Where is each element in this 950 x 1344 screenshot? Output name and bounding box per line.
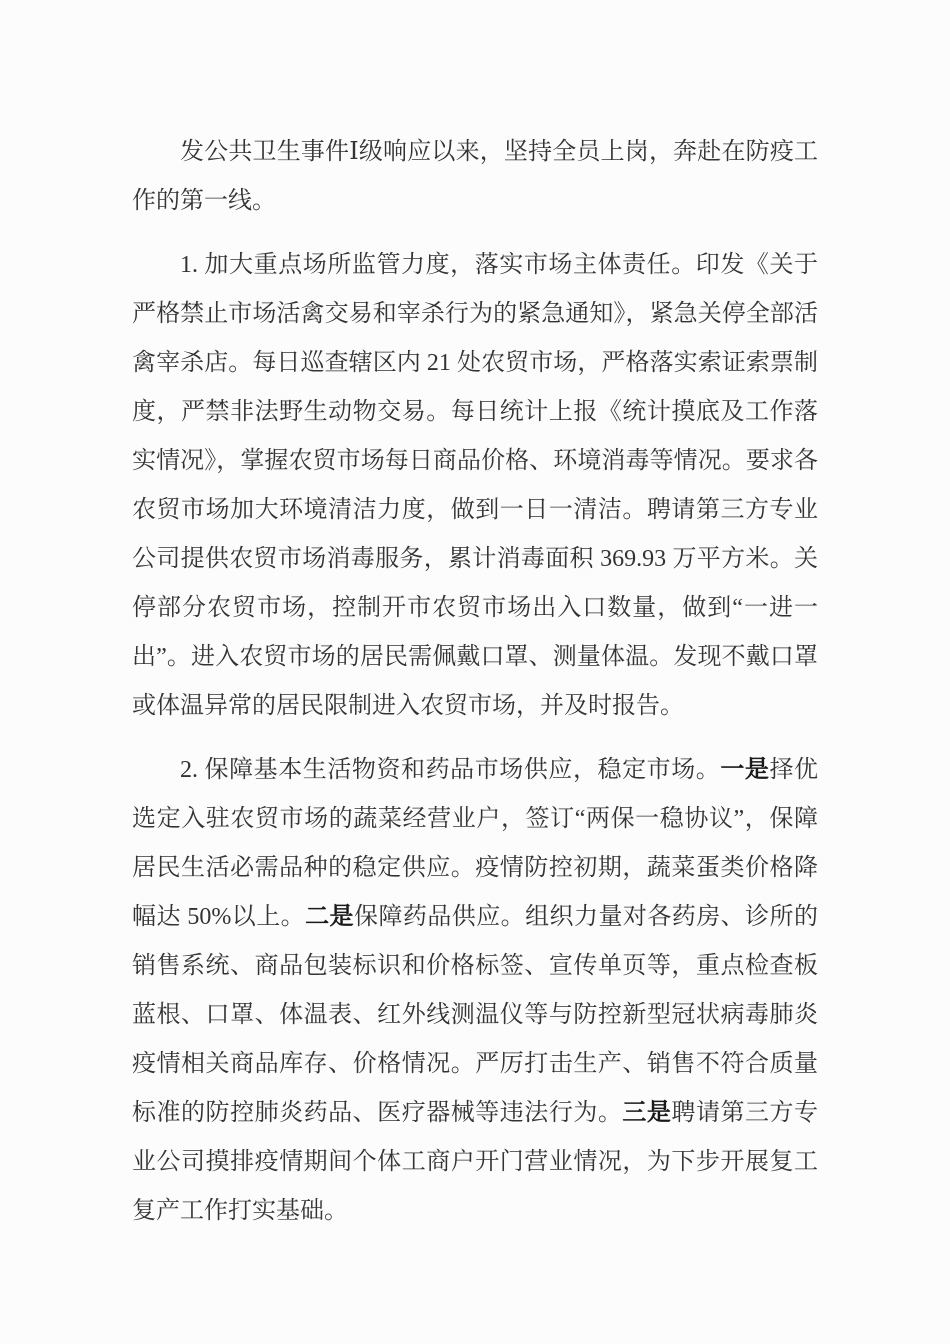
paragraph: [132, 746, 818, 1236]
text-run: 保障药品供应。组织力量对各药房、诊所的销售系统、商品包装标识和价格标签、宣传单页等，重点检查板蓝根、口罩、体温表、红外线测温仪等与防控新型冠状病毒肺炎疫情相关商品库存、价格情况。严厉打击生产、销售不符合质量标准的防控肺炎药品、医疗器械等违法行为。: [132, 904, 818, 1126]
text-run: 聘请第三方专业公司摸排疫情期间个体工商户开门营业情况，为下步开展复工复产工作打实基础。: [132, 1100, 819, 1224]
text-run: 发公共卫生事件Ⅰ级响应以来，坚持全员上岗，奔赴在防疫工作的第一线。: [132, 139, 818, 214]
emphasis-bold-run: 一是: [720, 757, 770, 783]
text-run: 择优选定入驻农贸市场的蔬菜经营业户，签订“两保一稳协议”，保障居民生活必需品种的稳定供应。疫情防控初期，蔬菜蛋类价格降幅达 50%以上。: [132, 757, 819, 930]
emphasis-bold-run: 三是: [622, 1100, 672, 1126]
text-run: 2. 保障基本生活物资和药品市场供应，稳定市场。: [180, 757, 721, 783]
paragraph: [132, 241, 818, 731]
paragraph: [132, 128, 818, 226]
text-run: 1. 加大重点场所监管力度，落实市场主体责任。印发《关于严格禁止市场活禽交易和宰杀行为的紧急通知》，紧急关停全部活禽宰杀店。每日巡查辖区内 21 处农贸市场，严格落实索证索票制度，严禁非法野生动物交易。每日统计上报《统计摸底及工作落实情况》，掌握农贸市场每日商品价格、环境消毒等情况。要求各农贸市场加大环境清洁力度，做到一日一清洁。聘请第三方专业公司提供农贸市场消毒服务，累计消毒面积 369.93 万平方米。关停部分农贸市场，控制开市农贸市场出入口数量，做到“一进一出”。进入农贸市场的居民需佩戴口罩、测量体温。发现不戴口罩或体温异常的居民限制进入农贸市场，并及时报告。: [132, 252, 818, 719]
emphasis-bold-run: 二是: [305, 904, 354, 930]
document-body: [132, 128, 818, 1236]
